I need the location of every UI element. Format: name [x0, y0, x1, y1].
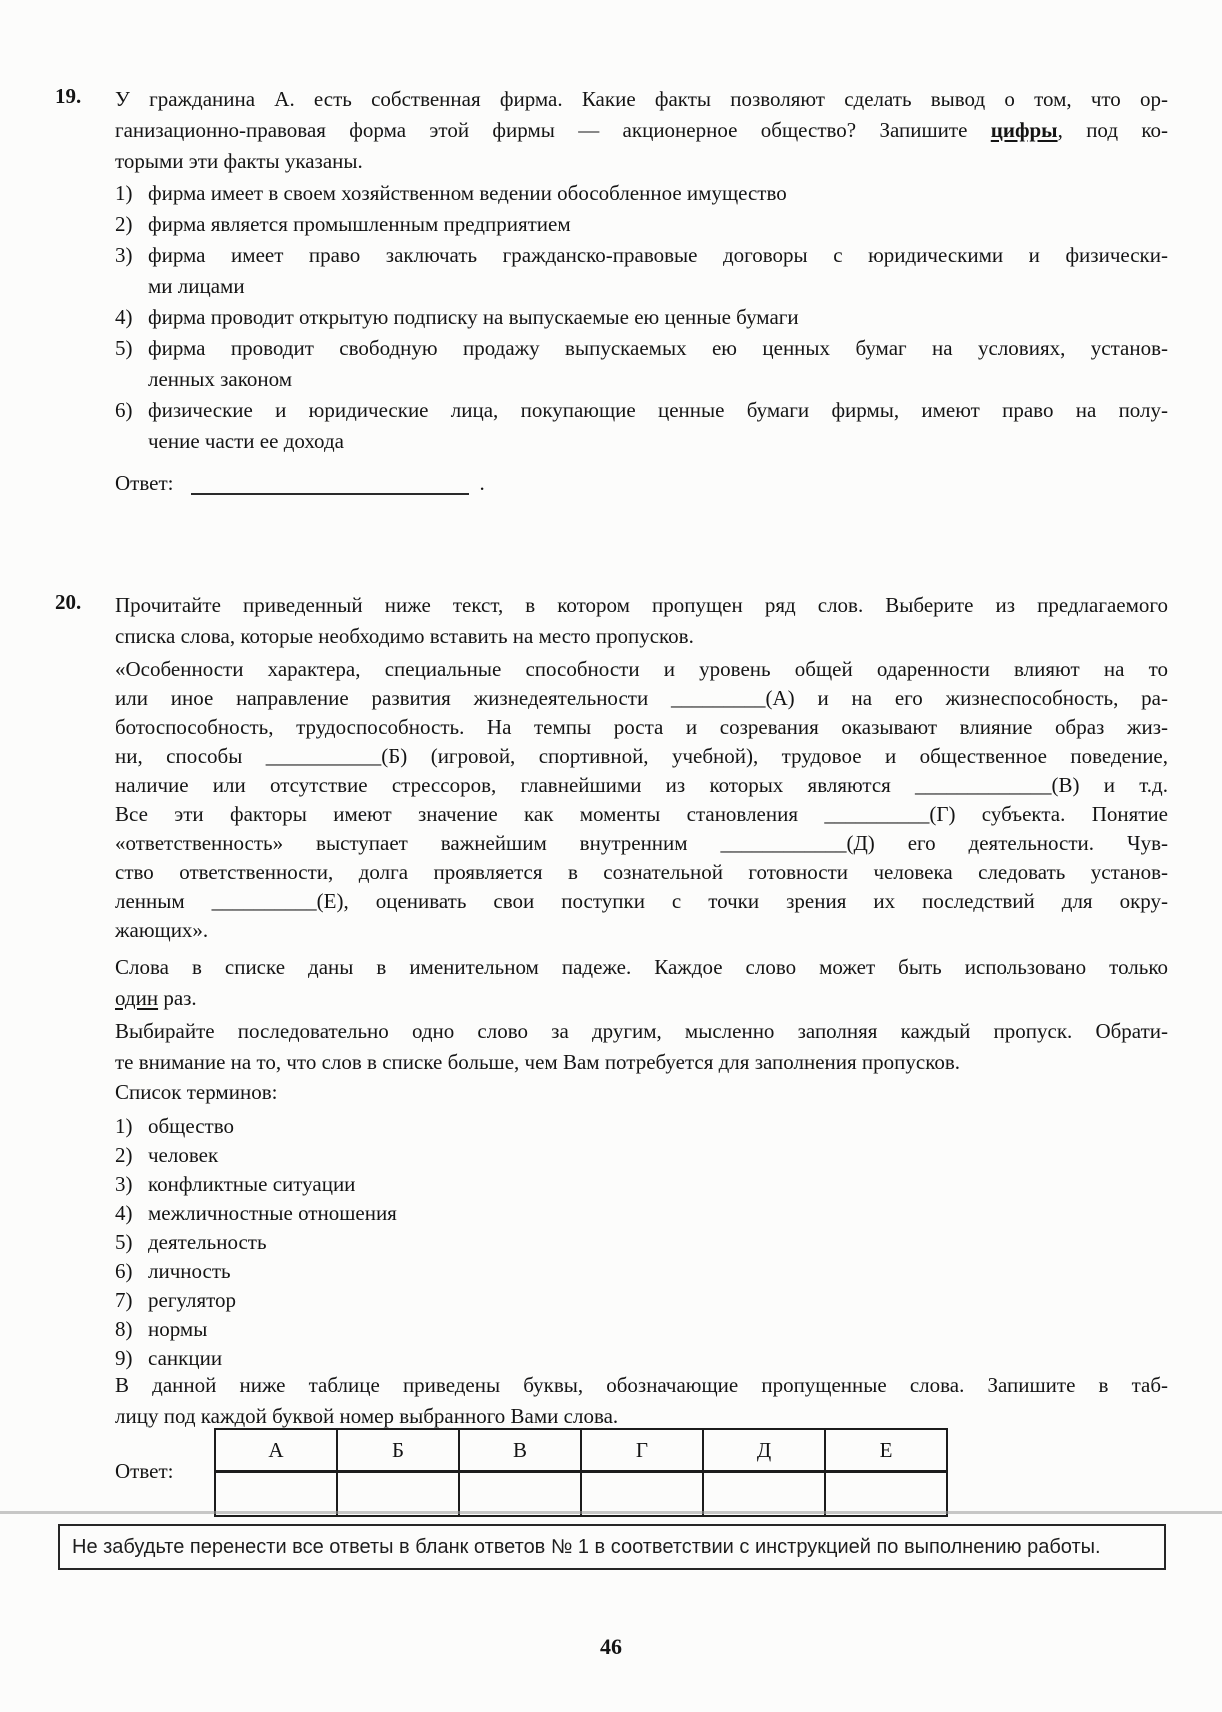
answer-table: [214, 1428, 948, 1517]
text-line: ленных законом: [148, 367, 293, 391]
term-item-text: [148, 1286, 1168, 1315]
option-item-number: 2): [115, 212, 133, 236]
table-header-cell: В: [459, 1429, 581, 1472]
answer-cell[interactable]: [337, 1472, 459, 1517]
question-number: 19.: [55, 84, 82, 108]
text-line: фирма является промышленным предприятием: [148, 212, 571, 236]
question-prompt: [115, 84, 1168, 177]
term-item-number: 6): [115, 1259, 133, 1283]
quote-paragraph: [115, 655, 1168, 945]
term-item: [115, 1257, 1168, 1286]
term-item-number: 5): [115, 1230, 133, 1254]
text-line: ни, способы ___________(Б) (игровой, спортивной, учебной), трудовое и общественное поведение,: [115, 744, 1168, 768]
text-line: Выбирайте последовательно одно слово за другим, мысленно заполняя каждый пропуск. Обрати-: [115, 1019, 1168, 1043]
term-item-text: [148, 1141, 1168, 1170]
option-item-text: [148, 209, 1168, 240]
answer-cell[interactable]: [459, 1472, 581, 1517]
text-line: фирма проводит открытую подписку на выпускаемые ею ценные бумаги: [148, 305, 799, 329]
text-line: один раз.: [115, 986, 197, 1010]
period: .: [479, 471, 485, 495]
answer-blank-line[interactable]: [191, 468, 469, 495]
text-line: списка слова, которые необходимо вставить на место пропусков.: [115, 624, 694, 648]
option-item-text: [148, 302, 1168, 333]
term-item-number: 9): [115, 1346, 133, 1370]
term-item-number: 1): [115, 1114, 133, 1138]
option-item-text: [148, 333, 1168, 395]
options-list: [115, 178, 1168, 457]
answer-value-row: [215, 1472, 947, 1517]
term-item-text: [148, 1315, 1168, 1344]
answer-cell[interactable]: [825, 1472, 947, 1517]
term-item: [115, 1112, 1168, 1141]
option-item: [115, 240, 1168, 302]
term-item: [115, 1315, 1168, 1344]
table-header-cell: Г: [581, 1429, 703, 1472]
option-item-text: [148, 395, 1168, 457]
table-header-cell: А: [215, 1429, 337, 1472]
table-header-cell: Е: [825, 1429, 947, 1472]
option-item: [115, 209, 1168, 240]
option-item: [115, 395, 1168, 457]
text-line: фирма имеет в своем хозяйственном ведении обособленное имущество: [148, 181, 787, 205]
text-line: те внимание на то, что слов в списке больше, чем Вам потребуется для заполнения пропусков.: [115, 1050, 961, 1074]
option-item-number: 5): [115, 336, 133, 360]
table-header-cell: Б: [337, 1429, 459, 1472]
text-line: Слова в списке даны в именительном падеже. Каждое слово может быть использовано только: [115, 955, 1168, 979]
term-item-text: [148, 1344, 1168, 1373]
option-item-number: 4): [115, 305, 133, 329]
term-item-text: [148, 1228, 1168, 1257]
text-line: ство ответственности, долга проявляется в сознательной готовности человека следовать установ-: [115, 860, 1168, 884]
answer-cell[interactable]: [703, 1472, 825, 1517]
text-line: или иное направление развития жизнедеятельности _________(А) и на его жизнеспособность, ра-: [115, 686, 1168, 710]
answer-label: Ответ:: [115, 1459, 174, 1483]
page-number: 46: [600, 1634, 622, 1659]
option-item-text: [148, 178, 1168, 209]
note-case-usage: [115, 952, 1168, 1014]
question-number: 20.: [55, 590, 82, 614]
text-line: фирма имеет право заключать гражданско-правовые договоры с юридическими и физически-: [148, 243, 1168, 267]
term-item-number: 3): [115, 1172, 133, 1196]
text-line: физические и юридические лица, покупающие ценные бумаги фирмы, имеют право на полу-: [148, 398, 1168, 422]
answer-label: Ответ:: [115, 471, 174, 495]
text-line: ботоспособность, трудоспособность. На темпы роста и созревания оказывают влияние образ жиз-: [115, 715, 1168, 739]
table-header-row: [215, 1429, 947, 1472]
term-item: [115, 1344, 1168, 1373]
text-line: санкции: [148, 1346, 223, 1370]
text-line: ганизационно-правовая форма этой фирмы — акционерное общество? Запишите цифры, под ко-: [115, 118, 1168, 142]
text-line: В данной ниже таблице приведены буквы, обозначающие пропущенные слова. Запишите в таб-: [115, 1373, 1168, 1397]
text-line: лицу под каждой буквой номер выбранного Вами слова.: [115, 1404, 619, 1428]
term-item: [115, 1286, 1168, 1315]
text-line: Прочитайте приведенный ниже текст, в котором пропущен ряд слов. Выберите из предлагаемого: [115, 593, 1168, 617]
term-item-number: 7): [115, 1288, 133, 1312]
option-item: [115, 302, 1168, 333]
terms-list: [115, 1112, 1168, 1373]
answer-table-wrap: [214, 1428, 948, 1517]
term-item-text: [148, 1170, 1168, 1199]
text-line: общество: [148, 1114, 234, 1138]
footer-note: Не забудьте перенести все ответы в бланк ответов № 1 в соответствии с инструкцией по выполнению работы.: [72, 1535, 1101, 1558]
text-line: жающих».: [115, 918, 209, 942]
text-line: нормы: [148, 1317, 208, 1341]
term-item-text: [148, 1112, 1168, 1141]
answer-cell[interactable]: [215, 1472, 337, 1517]
scan-artifact-line: [0, 1511, 1222, 1514]
option-item: [115, 333, 1168, 395]
term-item: [115, 1199, 1168, 1228]
text-line: конфликтные ситуации: [148, 1172, 356, 1196]
term-item: [115, 1228, 1168, 1257]
table-header-cell: Д: [703, 1429, 825, 1472]
text-line: личность: [148, 1259, 231, 1283]
footer-instruction-box: [58, 1524, 1166, 1570]
option-item-number: 6): [115, 398, 133, 422]
option-item: [115, 178, 1168, 209]
term-item-text: [148, 1199, 1168, 1228]
answer-row: [115, 468, 1168, 499]
text-line: фирма проводит свободную продажу выпускаемых ею ценных бумаг на условиях, установ-: [148, 336, 1168, 360]
text-line: чение части ее дохода: [148, 429, 344, 453]
term-item-number: 4): [115, 1201, 133, 1225]
text-line: ленным __________(Е), оценивать свои поступки с точки зрения их последствий для окру-: [115, 889, 1168, 913]
text-line: «ответственность» выступает важнейшим внутренним ____________(Д) его деятельности. Чув-: [115, 831, 1168, 855]
question-prompt: [115, 590, 1168, 652]
text-line: ми лицами: [148, 274, 245, 298]
term-item: [115, 1141, 1168, 1170]
terms-list-title: Список терминов:: [115, 1080, 278, 1104]
note-selection-hint: [115, 1016, 1168, 1078]
option-item-number: 1): [115, 181, 133, 205]
text-line: торыми эти факты указаны.: [115, 149, 363, 173]
text-line: межличностные отношения: [148, 1201, 397, 1225]
text-line: «Особенности характера, специальные способности и уровень общей одаренности влияют на то: [115, 657, 1168, 681]
option-item-number: 3): [115, 243, 133, 267]
answer-cell[interactable]: [581, 1472, 703, 1517]
text-line: деятельность: [148, 1230, 267, 1254]
text-line: человек: [148, 1143, 219, 1167]
text-line: наличие или отсутствие стрессоров, главнейшими из которых являются _____________(В) и т.д.: [115, 773, 1168, 797]
text-line: Все эти факторы имеют значение как моменты становления __________(Г) субъекта. Понятие: [115, 802, 1168, 826]
text-line: регулятор: [148, 1288, 237, 1312]
table-instruction: [115, 1370, 1168, 1432]
term-item-text: [148, 1257, 1168, 1286]
term-item: [115, 1170, 1168, 1199]
option-item-text: [148, 240, 1168, 302]
text-line: У гражданина А. есть собственная фирма. Какие факты позволяют сделать вывод о том, что ор-: [115, 87, 1168, 111]
term-item-number: 2): [115, 1143, 133, 1167]
term-item-number: 8): [115, 1317, 133, 1341]
